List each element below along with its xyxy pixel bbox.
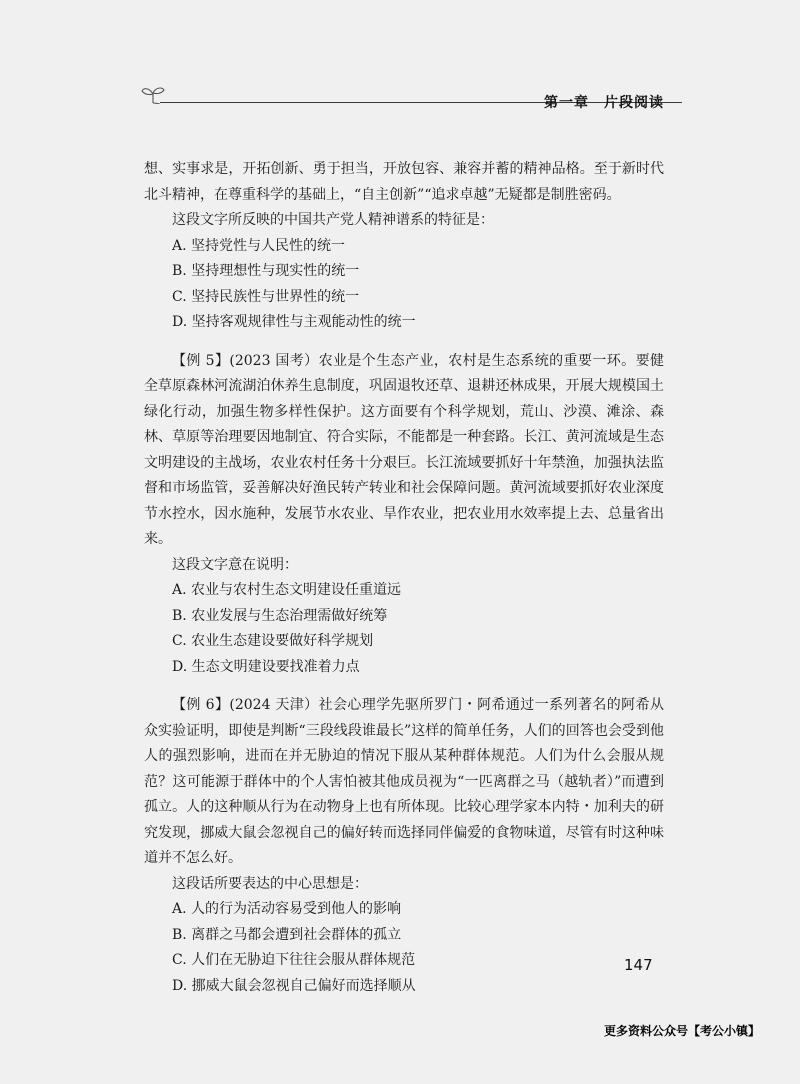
option-a: A. 农业与农村生态文明建设任重道远 — [172, 582, 402, 598]
page-body — [144, 157, 664, 999]
footer-note: 更多资料公众号【考公小镇】 — [603, 1024, 760, 1038]
option-b: B. 坚持理想性与现实性的统一 — [172, 263, 360, 279]
question-stem: 这段文字所反映的中国共产党人精神谱系的特征是： — [172, 212, 494, 228]
running-header — [140, 82, 664, 112]
option-b: B. 离群之马都会遭到社会群体的孤立 — [172, 926, 402, 943]
example-6-paragraph: 【例 6】(2024 天津）社会心理学先驱所罗门・阿希通过一系列著名的阿希从众实验证明，即使是判断“三段线段谁最长”这样的简单任务，人们的回答也会受到他人的强烈影响，进而在并无胁迫的情况下服从某种群体规范。人们为什么会服从规范？这可能源于群体中的个人害怕被其他成员视为“一匹离群之马（越轨者）”而遭到孤立。人的这种顺从行为在动物身上也有所体现。比较心理学家本内特・加利夫的研究发现，挪威大鼠会忽视自己的偏好转而选择同伴偏爱的食物味道，尽管有时这种味道并不怎么好。 — [144, 697, 664, 866]
option-b: B. 农业发展与生态治理需做好统筹 — [172, 607, 388, 624]
option-d: D. 生态文明建设要找准着力点 — [172, 658, 360, 675]
chapter-title: 第一章 片段阅读 — [544, 95, 664, 111]
sprout-icon — [140, 84, 166, 104]
example-5-paragraph: 【例 5】(2023 国考）农业是个生态产业，农村是生态系统的重要一环。要健全草原森林河流湖泊休养生息制度，巩固退牧还草、退耕还林成果，开展大规模国土绿化行动，加强生物多样性保护。这方面要有个科学规划，荒山、沙漠、滩涂、森林、草原等治理要因地制宜、符合实际，不能都是一种套路。长江、黄河流域是生态文明建设的主战场，农业农村任务十分艰巨。长江流域要抓好十年禁渔，加强执法监督和市场监管，妥善解决好渔民转产转业和社会保障问题。黄河流域要抓好农业深度节水控水，因水施种，发展节水农业、旱作农业，把农业用水效率提上去、总量省出来。 — [144, 352, 664, 547]
option-c: C. 人们在无胁迫下往往会服从群体规范 — [172, 952, 416, 968]
option-c: C. 农业生态建设要做好科学规划 — [172, 633, 374, 649]
question-stem: 这段话所要表达的中心思想是： — [172, 875, 368, 892]
option-d: D. 坚持客观规律性与主观能动性的统一 — [172, 314, 416, 330]
option-a: A. 人的行为活动容易受到他人的影响 — [172, 901, 402, 917]
question-stem: 这段文字意在说明： — [172, 556, 298, 573]
option-c: C. 坚持民族性与世界性的统一 — [172, 288, 360, 305]
page-number: 147 — [624, 956, 653, 974]
continued-paragraph: 想、实事求是，开拓创新、勇于担当，开放包容、兼容并蓄的精神品格。至于新时代北斗精神，在尊重科学的基础上，“自主创新”“追求卓越”无疑都是制胜密码。 — [144, 161, 664, 203]
option-d: D. 挪威大鼠会忽视自己偏好而选择顺从 — [172, 977, 416, 994]
option-a: A. 坚持党性与人民性的统一 — [172, 237, 346, 254]
